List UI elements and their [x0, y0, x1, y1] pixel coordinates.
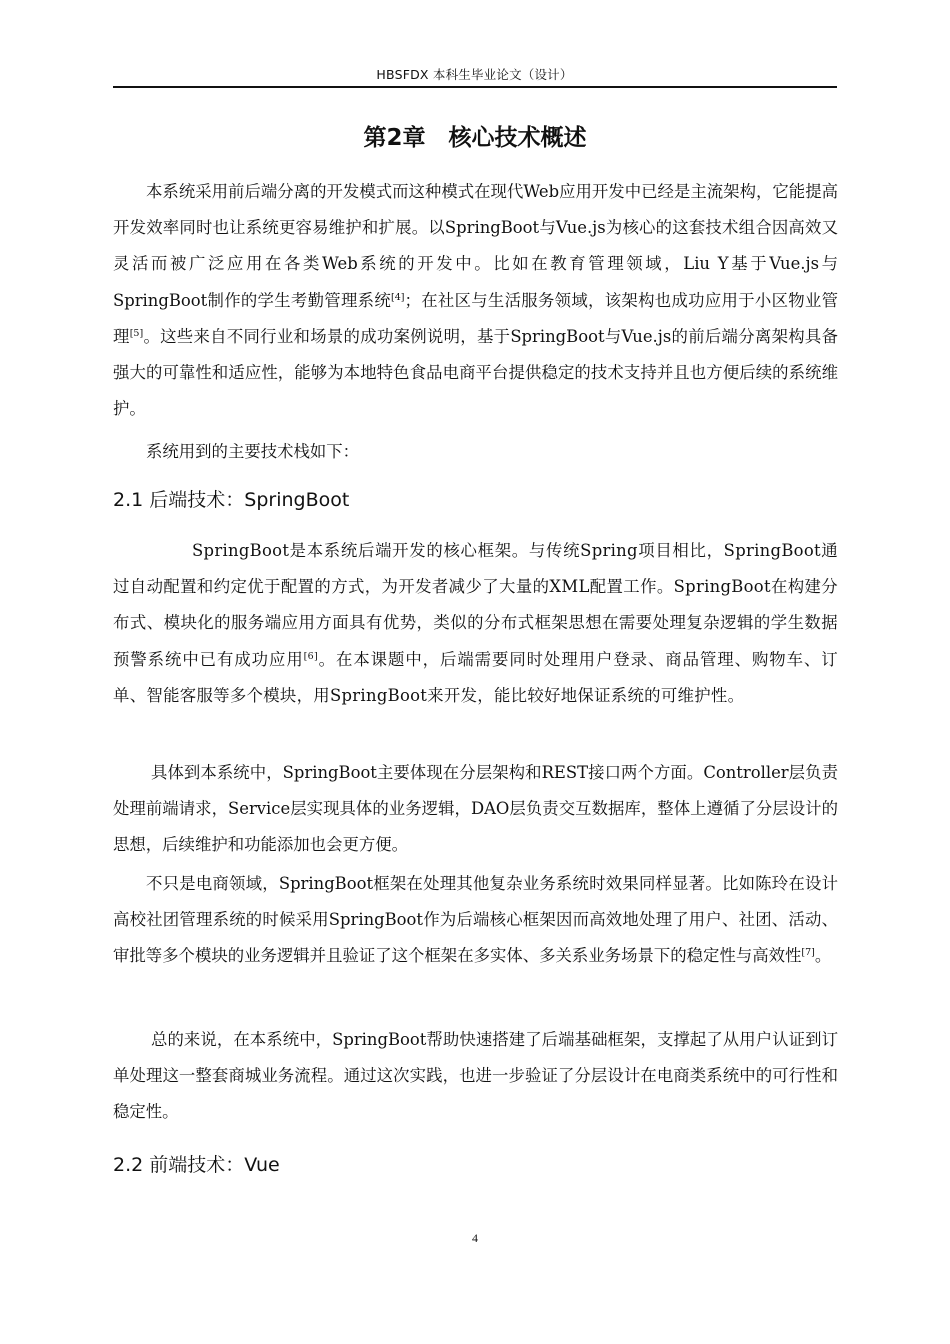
section-heading-2-1: 2.1 后端技术：SpringBoot	[113, 489, 350, 511]
citation-4: [4]	[391, 291, 405, 303]
citation-7: [7]	[801, 947, 815, 959]
backend-text-2: 。在本课题中，后端需要同时处理用户登录、商品管理、购物车、订单、智能客服等多个模块，用SpringBoot来开发，能比较好地保证系统的可维护性。	[113, 649, 838, 705]
citation-6: [6]	[303, 650, 319, 662]
backend-paragraph-3	[113, 866, 838, 975]
backend-paragraph-1	[113, 533, 838, 714]
header-rule	[113, 86, 837, 88]
section-heading-2-2: 2.2 前端技术：Vue	[113, 1154, 280, 1176]
intro-text-3: 。这些来自不同行业和场景的成功案例说明，基于SpringBoot与Vue.js的前后端分离架构具备强大的可靠性和适应性，能够为本地特色食品电商平台提供稳定的技术支持并且也方便后续的系统维护。	[113, 326, 839, 419]
page-number: 4	[472, 1231, 478, 1245]
intro-paragraph-2: 系统用到的主要技术栈如下：	[146, 442, 360, 461]
intro-text-2: ；在社区与生活服务领域，该架构也成功应用于小区物业管理	[113, 290, 839, 346]
backend-paragraph-4: 总的来说，在本系统中，SpringBoot帮助快速搭建了后端基础框架，支撑起了从用户认证到订单处理这一整套商城业务流程。通过这次实践，也进一步验证了分层设计在电商类系统中的可行性和稳定性。	[113, 1030, 838, 1122]
chapter-title: 第2章 核心技术概述	[363, 125, 587, 151]
backend-text-1: SpringBoot是本系统后端开发的核心框架。与传统Spring项目相比，SpringBoot通过自动配置和约定优于配置的方式，为开发者减少了大量的XML配置工作。SpringBoot在构建分布式、模块化的服务端应用方面具有优势，类似的分布式框架思想在需要处理复杂逻辑的学生数据预警系统中已有成功应用	[113, 541, 838, 669]
backend-text-4: 。	[814, 946, 832, 966]
running-header: HBSFDX 本科生毕业论文（设计）	[376, 67, 573, 82]
intro-text-1: 本系统采用前后端分离的开发模式而这种模式在现代Web应用开发中已经是主流架构，它能提高开发效率同时也让系统更容易维护和扩展。以SpringBoot与Vue.js为核心的这套技术组合因高效又灵活而被广泛应用在各类Web系统的开发中。比如在教育管理领域，Liu Y基于Vue.js与SpringBoot制作的学生考勤管理系统	[113, 182, 838, 310]
backend-paragraph-2: 具体到本系统中，SpringBoot主要体现在分层架构和REST接口两个方面。Controller层负责处理前端请求，Service层实现具体的业务逻辑，DAO层负责交互数据库，整体上遵循了分层设计的思想，后续维护和功能添加也会更方便。	[113, 763, 838, 855]
intro-paragraph-1	[113, 174, 838, 427]
citation-5: [5]	[129, 327, 144, 339]
backend-text-3: 不只是电商领域，SpringBoot框架在处理其他复杂业务系统时效果同样显著。比如陈玲在设计高校社团管理系统的时候采用SpringBoot作为后端核心框架因而高效地处理了用户、社团、活动、审批等多个模块的业务逻辑并且验证了这个框架在多实体、多关系业务场景下的稳定性与高效性	[113, 874, 838, 966]
